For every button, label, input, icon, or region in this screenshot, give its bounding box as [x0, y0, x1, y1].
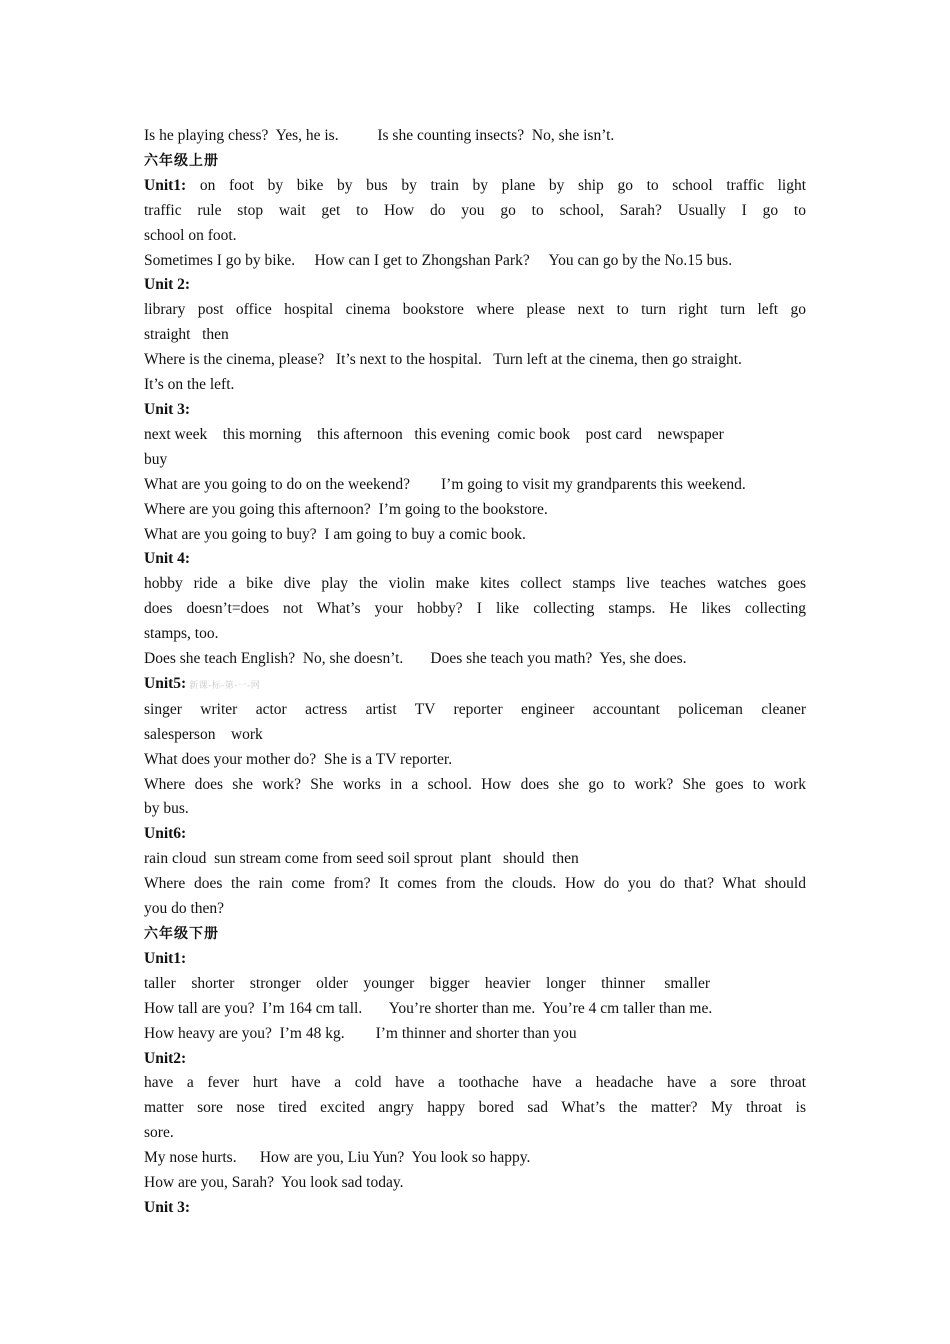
text-line: What are you going to do on the weekend? I’m going to visit my grandparents this weekend.: [144, 475, 746, 493]
text-line: traffic rule stop wait get to How do you go to school, Sarah? Usually I go to: [144, 201, 806, 219]
text-line: buy: [144, 450, 168, 468]
text-line: straight then: [144, 326, 229, 344]
unit-label: Unit2:: [144, 1049, 187, 1067]
text-line: Where does the rain come from? It comes from the clouds. How do you do that? What should: [144, 875, 806, 893]
unit-label: Unit 2:: [144, 276, 191, 294]
text-line: How tall are you? I’m 164 cm tall. You’re shorter than me. You’re 4 cm taller than me.: [144, 999, 713, 1017]
section-heading-grade6-second-term: 六年级下册: [144, 926, 219, 942]
text-line: does doesn’t=does not What’s your hobby? I like collecting stamps. He likes collecting: [144, 600, 806, 618]
text-line: What does your mother do? She is a TV reporter.: [144, 750, 453, 768]
text-line: [144, 672, 806, 698]
unit-label: Unit1:: [144, 176, 187, 194]
unit-label: Unit 3:: [144, 400, 191, 418]
text-line: hobby ride a bike dive play the violin make kites collect stamps live teaches watches goes: [144, 575, 806, 593]
unit-label: Unit5:: [144, 674, 187, 692]
text-line: What are you going to buy? I am going to buy a comic book.: [144, 525, 526, 543]
text-line: My nose hurts. How are you, Liu Yun? You look so happy.: [144, 1149, 531, 1167]
text-line: Sometimes I go by bike. How can I get to Zhongshan Park? You can go by the No.15 bus.: [144, 251, 733, 269]
unit-label: Unit6:: [144, 825, 187, 843]
text-line: Where are you going this afternoon? I’m going to the bookstore.: [144, 500, 548, 518]
text-line: Where is the cinema, please? It’s next to the hospital. Turn left at the cinema, then go straight.: [144, 351, 742, 369]
text-line: How are you, Sarah? You look sad today.: [144, 1174, 404, 1192]
text-line: school on foot.: [144, 226, 237, 244]
text-line: How heavy are you? I’m 48 kg. I’m thinner and shorter than you: [144, 1024, 577, 1042]
text-line: by bus.: [144, 800, 189, 818]
text-line: rain cloud sun stream come from seed soil sprout plant should then: [144, 850, 579, 868]
text-line: library post office hospital cinema bookstore where please next to turn right turn left go: [144, 301, 806, 319]
unit-label: Unit 4:: [144, 550, 191, 568]
text-line: stamps, too.: [144, 625, 219, 643]
text-line: you do then?: [144, 900, 225, 918]
text-line: Does she teach English? No, she doesn’t. Does she teach you math? Yes, she does.: [144, 650, 687, 668]
text-line: next week this morning this afternoon this evening comic book post card newspaper: [144, 425, 724, 443]
text-line: salesperson work: [144, 725, 263, 743]
text-line: Where does she work? She works in a school. How does she go to work? She goes to work: [144, 775, 806, 793]
text-line: singer writer actor actress artist TV reporter engineer accountant policeman cleaner: [144, 700, 806, 718]
watermark-text: 新课-标-第-一-网: [189, 679, 261, 690]
text-line: have a fever hurt have a cold have a toothache have a headache have a sore throat: [144, 1074, 806, 1092]
text-line: taller shorter stronger older younger bigger heavier longer thinner smaller: [144, 974, 711, 992]
text-line: Is he playing chess? Yes, he is. Is she counting insects? No, she isn’t.: [144, 127, 615, 144]
unit-label: Unit 3:: [144, 1198, 191, 1216]
text-line: [144, 174, 806, 199]
line-text: on foot by bike by bus by train by plane by ship go to school traffic light: [186, 176, 806, 194]
text-line: matter sore nose tired excited angry happy bored sad What’s the matter? My throat is: [144, 1099, 806, 1117]
document-body: [144, 124, 806, 1221]
text-line: sore.: [144, 1124, 174, 1142]
text-line: It’s on the left.: [144, 376, 235, 394]
unit-label: Unit1:: [144, 949, 187, 967]
section-heading-grade6-first-term: 六年级上册: [144, 152, 219, 169]
